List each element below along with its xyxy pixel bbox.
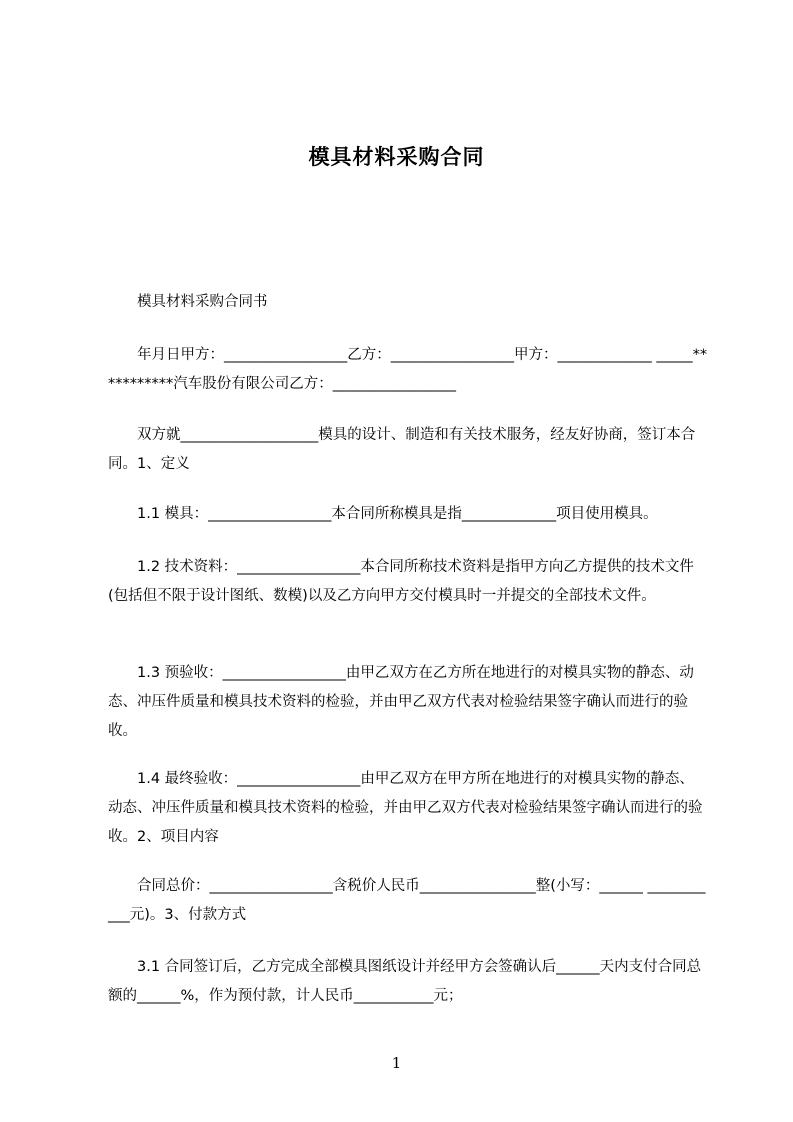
paragraph-1-1: 1.1 模具：_________________本合同所称模具是指_____________项目使用模具。 (137, 506, 658, 522)
document-subtitle: 模具材料采购合同书 (137, 294, 268, 310)
paragraph-1-3: 1.3 预验收：_________________由甲乙双方在乙方所在地进行的对模具实物的静态、动态、冲压件质量和模具技术资料的检验，并由甲乙双方代表对检验结果签字确认而进行的验收。 (108, 665, 694, 739)
paragraph-1-2: 1.2 技术资料：_________________本合同所称技术资料是指甲方向乙方提供的技术文件(包括但不限于设计图纸、数模)以及乙方向甲方交付模具时一并提交的全部技术文件。 (108, 559, 694, 604)
paragraph-3-1: 3.1 合同签订后，乙方完成全部模具图纸设计并经甲方会签确认后______天内支付合同总额的______%，作为预付款，计人民币___________元； (108, 959, 702, 1004)
paragraph-intro: 双方就___________________模具的设计、制造和有关技术服务，经友好协商，签订本合同。1、定义 (108, 427, 696, 472)
paragraph-1-4: 1.4 最终验收：_________________由甲乙双方在甲方所在地进行的对模具实物的静态、动态、冲压件质量和模具技术资料的检验，并由甲乙双方代表对检验结果签字确认而进行的验收。2、项目内容 (108, 771, 703, 845)
document-title: 模具材料采购合同 (308, 145, 485, 169)
page-number: 1 (391, 1054, 402, 1072)
paragraph-total-price: 合同总价：_________________含税价人民币________________整(小写：______ ___________元)。3、付款方式 (108, 878, 706, 923)
paragraph-parties: 年月日甲方：_________________乙方：_________________甲方：_____________ _____***********汽车股份有限公司乙方：_________________ (108, 347, 708, 392)
